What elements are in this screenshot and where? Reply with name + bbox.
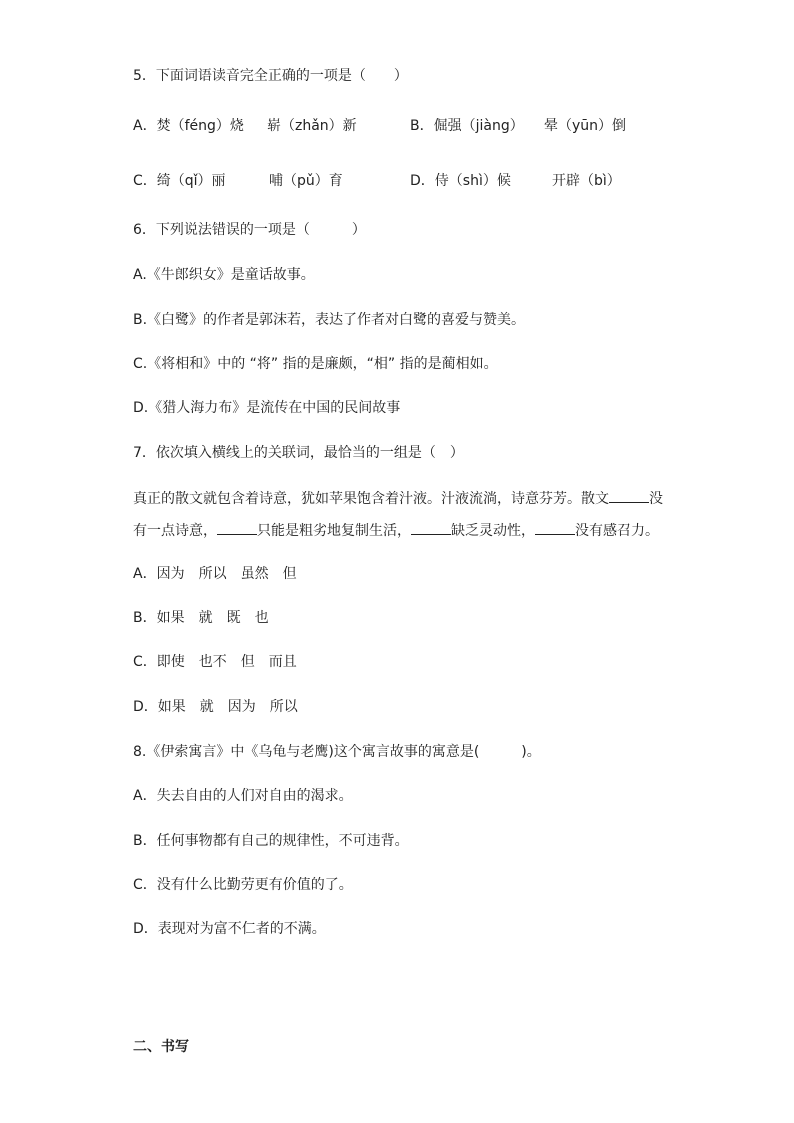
q7-blank-4 bbox=[535, 520, 575, 535]
q6-option-a: A.《牛郎织女》是童话故事。 bbox=[133, 267, 315, 283]
q5-option-b-word2: 晕（yūn）倒 bbox=[544, 118, 627, 134]
q7-passage-text: 没 bbox=[649, 491, 663, 507]
q7-passage-text: 只能是粗劣地复制生活， bbox=[257, 523, 411, 539]
q7-passage-text: 真正的散文就包含着诗意，犹如苹果饱含着汁液。汁液流淌，诗意芬芳。散文 bbox=[133, 491, 609, 507]
q5-option-d-word2: 开辟（bì） bbox=[552, 173, 621, 189]
q5-option-d-word1: D．侍（shì）候 bbox=[410, 173, 511, 189]
q7-option-c: C．即使 也不 但 而且 bbox=[133, 654, 297, 670]
q7-passage-line1 bbox=[133, 488, 663, 509]
q7-option-a: A．因为 所以 虽然 但 bbox=[133, 566, 297, 582]
q7-passage-text: 缺乏灵动性， bbox=[451, 523, 535, 539]
q5-stem: 5．下面词语读音完全正确的一项是（ ） bbox=[133, 68, 408, 84]
q6-stem: 6．下列说法错误的一项是（ ） bbox=[133, 222, 366, 238]
q8-option-a: A．失去自由的人们对自由的渴求。 bbox=[133, 788, 353, 804]
q7-option-b: B．如果 就 既 也 bbox=[133, 610, 269, 626]
q5-option-a-word2: 崭（zhǎn）新 bbox=[267, 118, 357, 134]
q7-stem: 7．依次填入横线上的关联词，最恰当的一组是（ ） bbox=[133, 445, 464, 461]
q7-blank-1 bbox=[609, 488, 649, 503]
q7-blank-3 bbox=[411, 520, 451, 535]
q6-option-d: D.《猎人海力布》是流传在中国的民间故事 bbox=[133, 400, 401, 416]
q7-option-d: D．如果 就 因为 所以 bbox=[133, 699, 298, 715]
q6-option-b: B.《白鹭》的作者是郭沫若，表达了作者对白鹭的喜爱与赞美。 bbox=[133, 312, 526, 328]
q5-option-a-word1: A．焚（féng）烧 bbox=[133, 118, 244, 134]
q7-passage-text: 有一点诗意， bbox=[133, 523, 217, 539]
q7-passage-line2 bbox=[133, 520, 659, 541]
q5-option-c-word1: C．绮（qǐ）丽 bbox=[133, 173, 226, 189]
section-heading-writing: 二、书写 bbox=[133, 1039, 189, 1055]
q8-option-c: C．没有什么比勤劳更有价值的了。 bbox=[133, 877, 353, 893]
q8-stem: 8.《伊索寓言》中《乌龟与老鹰)这个寓言故事的寓意是( )。 bbox=[133, 744, 541, 760]
q5-option-b-word1: B．倔强（jiàng） bbox=[410, 118, 524, 134]
q7-blank-2 bbox=[217, 520, 257, 535]
q7-passage-text: 没有感召力。 bbox=[575, 523, 659, 539]
q6-option-c: C.《将相和》中的 “将” 指的是廉颇，“相” 指的是蔺相如。 bbox=[133, 356, 498, 372]
q5-option-c-word2: 哺（pǔ）育 bbox=[269, 173, 343, 189]
q8-option-b: B．任何事物都有自己的规律性，不可违背。 bbox=[133, 833, 409, 849]
q8-option-d: D．表现对为富不仁者的不满。 bbox=[133, 921, 326, 937]
